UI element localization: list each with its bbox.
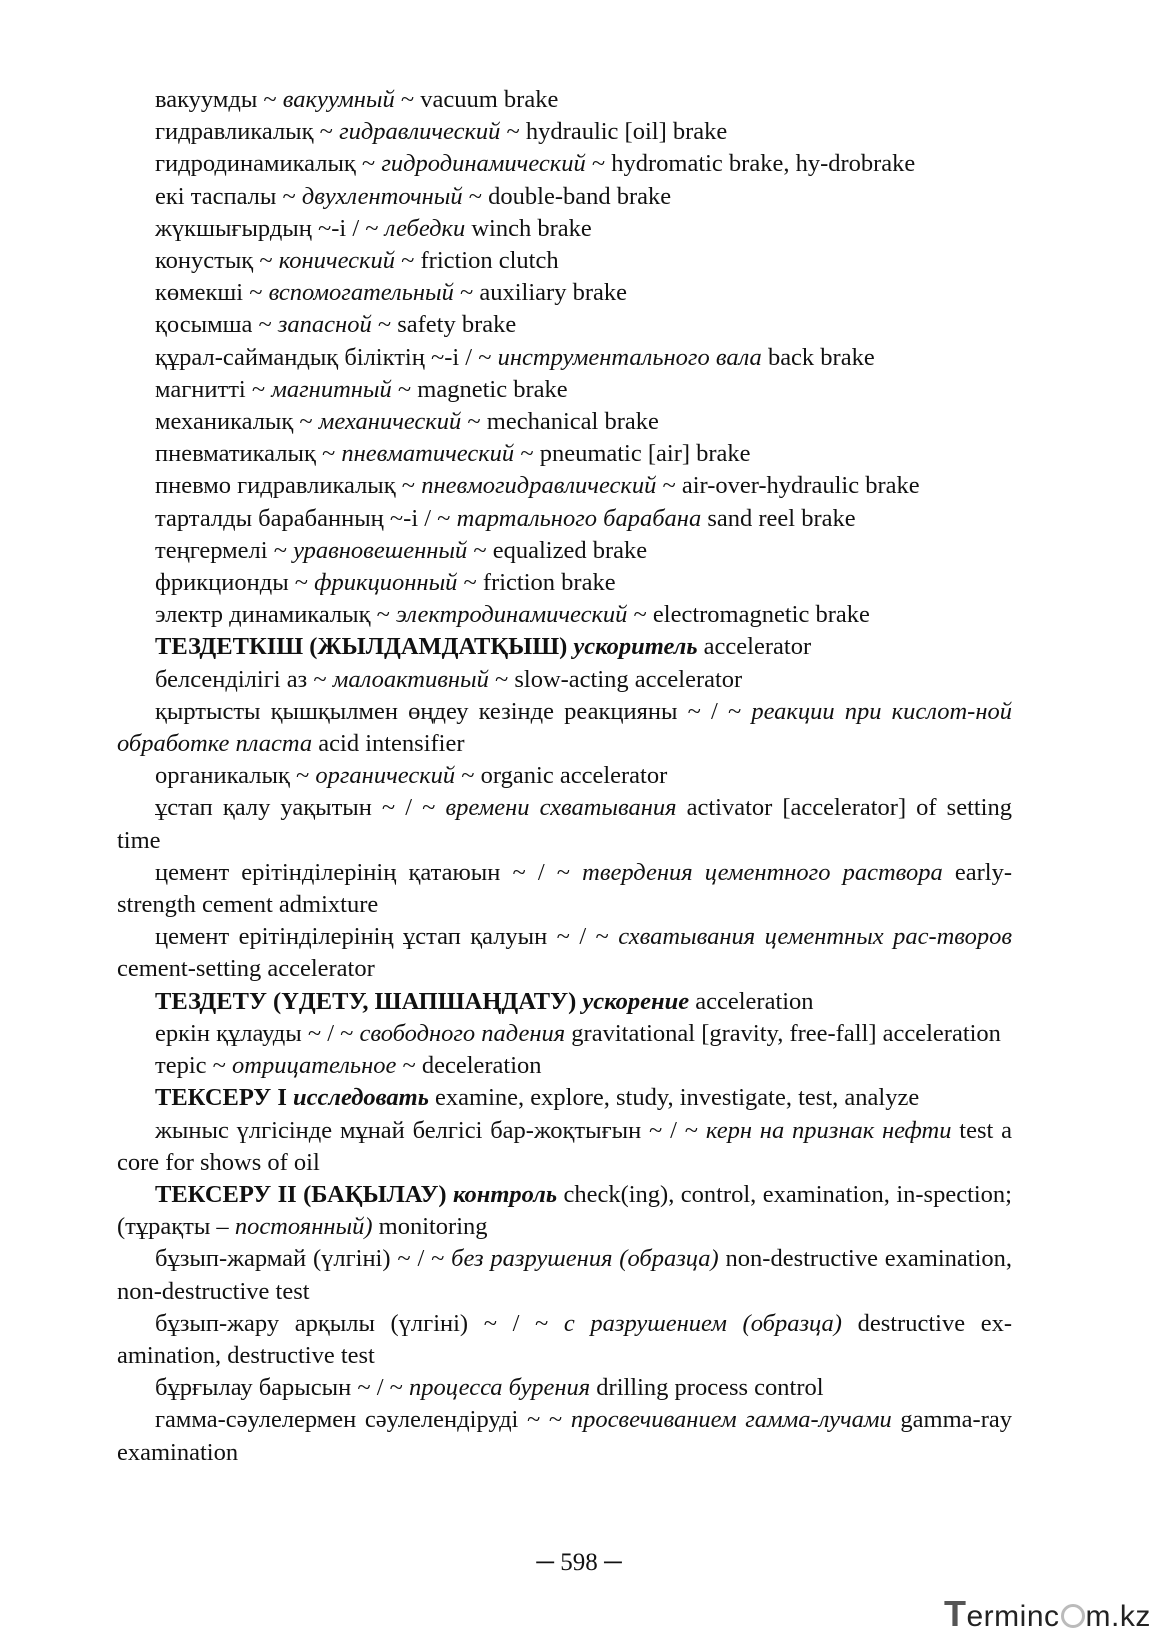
dictionary-entry: [117, 921, 1012, 985]
entry-text: cement-setting accelerator: [117, 955, 375, 983]
entry-text: белсенділігі аз ~: [155, 665, 333, 693]
russian-term: запасной: [277, 311, 372, 339]
dictionary-entry: [117, 760, 1012, 792]
russian-term: гидравлический: [339, 118, 501, 146]
entry-text: back brake: [761, 343, 875, 371]
entry-text: early-strength cement admixture: [117, 858, 1012, 919]
dictionary-entry: [117, 696, 1012, 760]
dictionary-entry: [117, 213, 1012, 245]
dictionary-entry: [117, 181, 1012, 213]
entry-text: sand reel brake: [701, 504, 856, 532]
dictionary-entry: [117, 84, 1012, 116]
russian-term: малоактивный: [332, 665, 489, 693]
russian-term: постоянный): [234, 1213, 373, 1241]
dictionary-entry: [117, 245, 1012, 277]
entry-text: ұстап қалу уақытын ~ / ~: [155, 794, 446, 822]
russian-term: фрикционный: [314, 569, 458, 597]
dictionary-entry: [117, 374, 1012, 406]
russian-term: магнитный: [271, 375, 392, 403]
headword: ТЕКСЕРУ ІІ (БАҚЫЛАУ): [155, 1180, 453, 1208]
headword-russian: ускорение: [582, 987, 690, 1015]
russian-term: просвечиванием гамма-лучами: [570, 1406, 892, 1434]
termincom-watermark-logo: [944, 1593, 1151, 1635]
entry-text: механикалық ~: [155, 408, 319, 436]
entry-text: examine, explore, study, investigate, test, analyze: [428, 1084, 920, 1112]
russian-term: схватывания цементных рас-творов: [618, 923, 1012, 951]
russian-term: вспомогательный: [268, 279, 454, 307]
entry-text: ~ vacuum brake: [394, 86, 559, 113]
russian-term: керн на признак нефти: [705, 1116, 952, 1144]
entry-text: destructive ex-amination, destructive test: [117, 1309, 1012, 1369]
entry-text: электр динамикалық ~: [155, 601, 397, 629]
entry-text: еркін құлауды ~ / ~: [155, 1019, 360, 1047]
dictionary-entry: [117, 309, 1012, 341]
entry-text: көмекші ~: [155, 279, 269, 307]
entry-text: ~ slow-acting accelerator: [488, 665, 743, 693]
entry-text: гамма-сәулелермен сәулелендіруді ~ ~: [155, 1406, 571, 1434]
entry-text: ~ auxiliary brake: [453, 279, 627, 307]
dictionary-entry: [117, 567, 1012, 599]
entry-text: бұрғылау барысын ~ / ~: [155, 1374, 410, 1402]
entry-text: бұзып-жару арқылы (үлгіні) ~ / ~: [155, 1309, 564, 1337]
entry-text: ~ electromagnetic brake: [627, 601, 870, 629]
dictionary-entry: [117, 406, 1012, 438]
dictionary-entry: [117, 535, 1012, 567]
entry-text: конустық ~: [155, 247, 279, 275]
entry-text: acceleration: [689, 987, 814, 1015]
entry-text: gravitational [gravity, free-fall] acceleration: [565, 1019, 1001, 1047]
russian-term: инструментального вала: [497, 343, 762, 371]
entry-text: магнитті ~: [155, 375, 272, 403]
entry-text: тарталды барабанның ~-і / ~: [155, 504, 457, 532]
entry-text: test a core for shows of oil: [117, 1116, 1012, 1176]
entry-text: ~ mechanical brake: [461, 408, 659, 436]
dictionary-entry: [117, 470, 1012, 502]
entry-text: пневмо гидравликалық ~: [155, 472, 422, 500]
entry-text: ~ safety brake: [371, 311, 517, 339]
dictionary-entry: [117, 503, 1012, 535]
dictionary-entry: [117, 1372, 1012, 1404]
dictionary-entry: [117, 148, 1012, 180]
dictionary-page: [117, 84, 1012, 1469]
dictionary-entry: [117, 1115, 1012, 1179]
russian-term: органический: [315, 762, 456, 790]
russian-term: времени схватывания: [445, 794, 677, 822]
entry-text: теріс ~: [155, 1052, 233, 1080]
watermark-o-ring-icon: [1061, 1604, 1085, 1628]
dictionary-entry: [117, 116, 1012, 148]
entry-text: drilling process control: [590, 1374, 824, 1402]
headword: ТЕЗДЕТКІШ (ЖЫЛДАМДАТҚЫШ): [155, 633, 574, 661]
entry-text: acid intensifier: [312, 730, 465, 758]
entry-text: ~ friction clutch: [395, 247, 559, 275]
dictionary-entry: [117, 986, 1012, 1018]
entry-text: вакуумды ~: [155, 86, 283, 113]
entry-text: бұзып-жармай (үлгіні) ~ / ~: [155, 1245, 452, 1273]
entry-text: ~ deceleration: [396, 1052, 542, 1080]
dictionary-entry: [117, 1179, 1012, 1243]
watermark-domain: m.kz: [1085, 1600, 1151, 1633]
dictionary-entry: [117, 857, 1012, 921]
headword: ТЕЗДЕТУ (ҮДЕТУ, ШАПШАҢДАТУ): [155, 987, 583, 1015]
dictionary-entry: [117, 1050, 1012, 1082]
dictionary-entry: [117, 342, 1012, 374]
dictionary-entry: [117, 1018, 1012, 1050]
watermark-letter-t: T: [944, 1593, 967, 1634]
dictionary-entry: [117, 599, 1012, 631]
dictionary-entry: [117, 1243, 1012, 1307]
entry-text: ~ friction brake: [457, 569, 616, 597]
headword-russian: ускоритель: [573, 633, 698, 661]
entry-text: gamma-ray examination: [117, 1406, 1012, 1466]
dictionary-entry: [117, 1308, 1012, 1372]
entry-text: ~ hydraulic [oil] brake: [500, 118, 728, 146]
dictionary-entry: [117, 664, 1012, 696]
entry-text: гидродинамикалық ~: [155, 150, 382, 178]
russian-term: двухленточный: [301, 182, 463, 210]
dictionary-entry: [117, 1404, 1012, 1468]
dictionary-entry: [117, 1082, 1012, 1114]
dictionary-entry: [117, 438, 1012, 470]
watermark-text: erminc: [966, 1600, 1060, 1633]
entry-text: фрикционды ~: [155, 569, 315, 597]
entry-text: ~ magnetic brake: [391, 375, 568, 403]
entry-text: цемент ерітінділерінің қатаюын ~ / ~: [155, 858, 583, 886]
entry-text: ~ pneumatic [air] brake: [514, 440, 751, 468]
russian-term: лебедки: [384, 214, 466, 242]
entry-text: accelerator: [697, 633, 812, 661]
russian-term: уравновешенный: [293, 536, 468, 564]
russian-term: тартального барабана: [456, 504, 702, 532]
russian-term: отрицательное: [232, 1052, 397, 1080]
russian-term: реакции при кислот-ной обработке пласта: [117, 697, 1012, 758]
entry-text: органикалық ~: [155, 762, 316, 790]
russian-term: механический: [318, 408, 462, 436]
russian-term: пневмогидравлический: [421, 472, 657, 500]
entry-text: ~ organic accelerator: [455, 762, 668, 790]
entry-text: құрал-саймандық біліктің ~-і / ~: [155, 343, 498, 371]
entry-text: winch brake: [465, 214, 592, 242]
russian-term: твердения цементного раствора: [582, 858, 943, 886]
headword-russian: исследовать: [293, 1084, 429, 1112]
russian-term: без разрушения (образца): [451, 1245, 719, 1273]
entry-text: гидравликалық ~: [155, 118, 340, 146]
russian-term: процесса бурения: [409, 1374, 591, 1402]
headword-russian: контроль: [453, 1180, 558, 1208]
russian-term: конический: [278, 247, 395, 275]
russian-term: электродинамический: [396, 601, 628, 629]
russian-term: гидродинамический: [381, 150, 586, 178]
dictionary-entry: [117, 631, 1012, 663]
entry-text: ~ hydromatic brake, hy-drobrake: [585, 150, 916, 178]
entry-text: жыныс үлгісінде мұнай белгісі бар-жоқтығын ~ / ~: [155, 1116, 706, 1144]
russian-term: вакуумный: [282, 86, 395, 113]
dictionary-entry: [117, 277, 1012, 309]
entry-text: екі таспалы ~: [155, 182, 302, 210]
entry-text: қосымша ~: [155, 311, 278, 339]
entry-text: monitoring: [372, 1213, 488, 1241]
entry-text: жүкшығырдың ~-і / ~: [155, 214, 385, 242]
page-number: ─ 598 ─: [536, 1549, 622, 1576]
entry-text: қыртысты қышқылмен өңдеу кезінде реакцияны ~ / ~: [155, 697, 752, 725]
entry-text: цемент ерітінділерінің ұстап қалуын ~ / ~: [155, 923, 619, 951]
russian-term: с разрушением (образца): [563, 1309, 842, 1337]
entry-text: non-destructive examination, non-destructive test: [117, 1245, 1012, 1305]
entry-text: ~ air-over-hydraulic brake: [656, 472, 920, 500]
entry-text: пневматикалық ~: [155, 440, 342, 468]
headword: ТЕКСЕРУ І: [155, 1084, 293, 1112]
entry-text: ~ equalized brake: [467, 536, 648, 564]
entry-text: check(ing), control, examination, in-spection; (тұрақты –: [117, 1180, 1012, 1241]
dictionary-entry: [117, 792, 1012, 856]
entry-text: теңгермелі ~: [155, 536, 294, 564]
russian-term: пневматический: [341, 440, 515, 468]
entry-text: activator [accelerator] of setting time: [117, 794, 1012, 854]
russian-term: свободного падения: [359, 1019, 566, 1047]
entry-text: ~ double-band brake: [462, 182, 672, 210]
